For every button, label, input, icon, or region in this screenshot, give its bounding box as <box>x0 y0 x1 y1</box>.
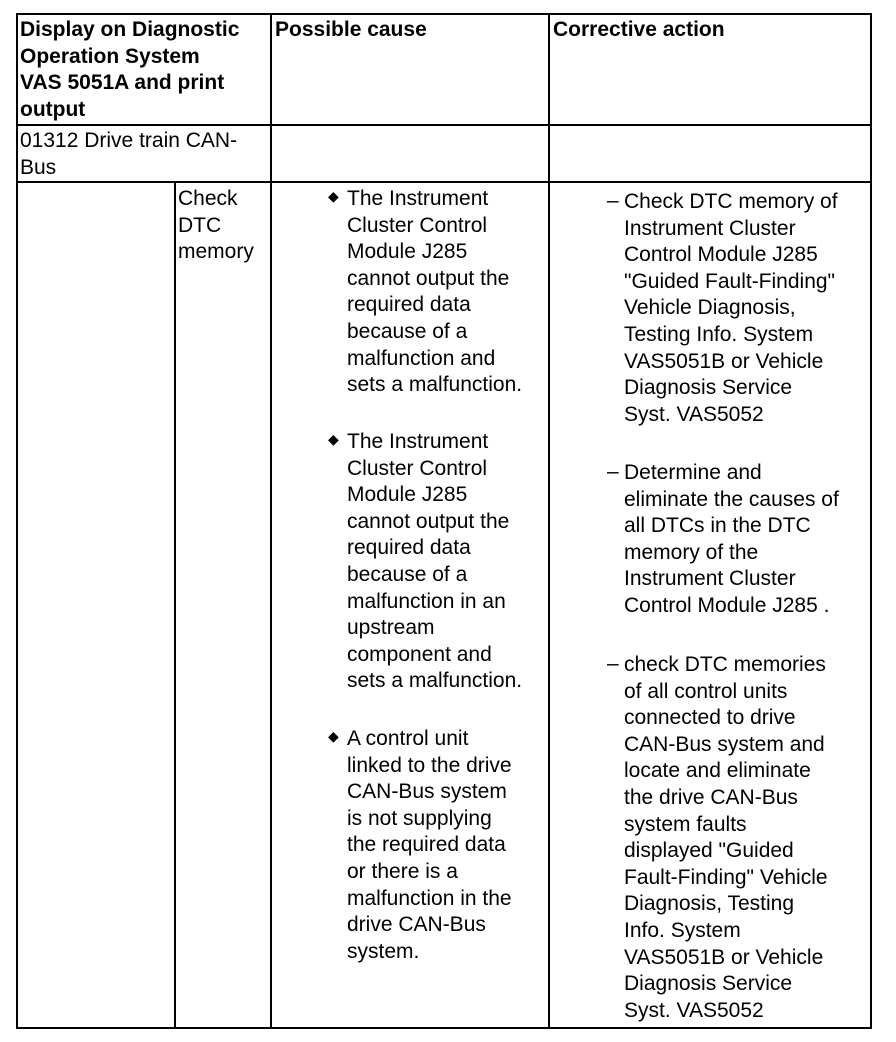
action-text: Determine and eliminate the causes of all DTCs in the DTC memory of the Instrument Cluster Control Module J285 . <box>624 461 839 617</box>
diamond-bullet-icon: ◆ <box>328 431 339 447</box>
header-display: Display on Diagnostic Operation System VAS 5051A and print output <box>20 18 240 121</box>
cause-text: A control unit linked to the drive CAN-Bus system is not supplying the required data or there is a malfunction in the drive CAN-Bus system. <box>347 727 512 963</box>
list-item <box>328 726 587 965</box>
dash-bullet-icon: – <box>607 460 619 483</box>
cause-text: The Instrument Cluster Control Module J285 cannot output the required data because of a malfunction in an upstream component and sets a malfunction. <box>347 430 523 693</box>
dtc-code-label: 01312 Drive train CAN- Bus <box>20 129 238 179</box>
dash-bullet-icon: – <box>607 652 619 675</box>
dash-bullet-icon: – <box>607 189 619 212</box>
header-row-divider <box>16 124 872 126</box>
list-item <box>607 652 894 1024</box>
cause-text: The Instrument Cluster Control Module J285 cannot output the required data because of a malfunction and sets a malfunction. <box>347 187 523 397</box>
diamond-bullet-icon: ◆ <box>328 188 339 204</box>
corrective-action-list <box>607 189 870 1029</box>
action-text: check DTC memories of all control units connected to drive CAN-Bus system and locate and eliminate the drive CAN-Bus system faults displayed "Guided Fault-Finding" Vehicle Diagnosis, Testing Info. System VAS5051B or Vehicle Diagnosis Service Syst. VAS5052 <box>624 653 828 1022</box>
header-corrective-action: Corrective action <box>553 18 725 41</box>
check-column-divider <box>174 181 176 1029</box>
list-item <box>607 460 894 620</box>
table-border-top <box>16 13 872 15</box>
possible-cause-list <box>328 186 547 986</box>
diamond-bullet-icon: ◆ <box>328 728 339 744</box>
action-text: Check DTC memory of Instrument Cluster Control Module J285 "Guided Fault-Finding" Vehicle Diagnosis, Testing Info. System VAS5051B or Vehicle Diagnosis Service Syst. VAS5052 <box>624 190 838 426</box>
list-item <box>607 189 894 428</box>
list-item <box>328 186 587 399</box>
header-possible-cause: Possible cause <box>275 18 427 41</box>
table-border-left <box>16 13 18 1029</box>
dtc-row-divider <box>16 181 872 183</box>
list-item <box>328 429 587 695</box>
check-dtc-memory-label: Check DTC memory <box>178 187 254 264</box>
